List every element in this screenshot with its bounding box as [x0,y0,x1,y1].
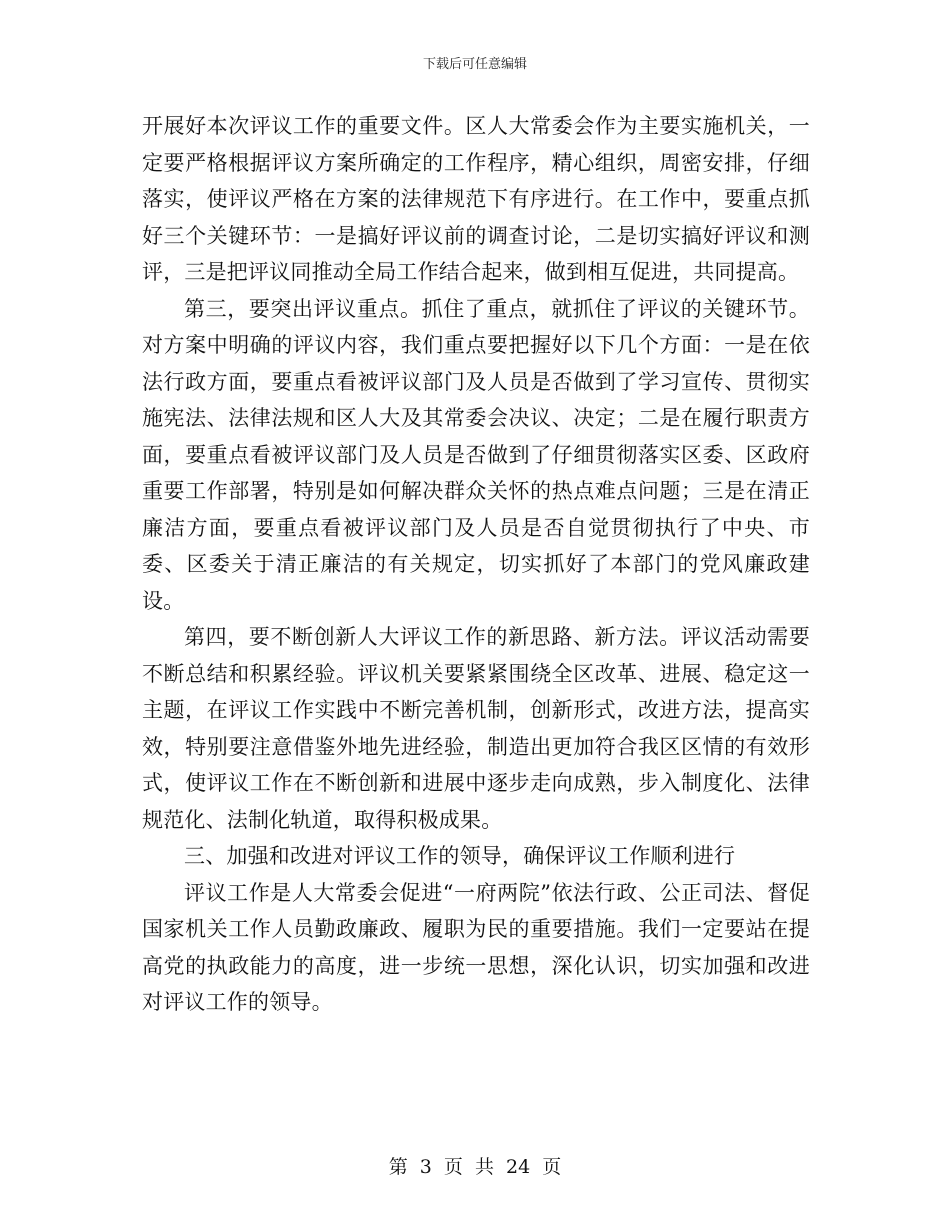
section-heading: 三、加强和改进对评议工作的领导，确保评议工作顺利进行 [184,844,736,868]
paragraph-2: 第三，要突出评议重点。抓住了重点，就抓住了评议的关键环节。对方案中明确的评议内容，我们重点要把握好以下几个方面：一是在依法行政方面，要重点看被评议部门及人员是否做到了学习宣传、贯彻实施宪法、法律法规和区人大及其常委会决议、决定；二是在履行职责方面，要重点看被评议部门及人员是否做到了仔细贯彻落实区委、区政府重要工作部署，特别是如何解决群众关怀的热点难点问题；三是在清正廉洁方面，要重点看被评议部门及人员是否自觉贯彻执行了中央、市委、区委关于清正廉洁的有关规定，切实抓好了本部门的党风廉政建设。 [142,296,810,613]
page-number: 第 3 页 共 24 页 [388,1156,562,1178]
paragraph-4: 评议工作是人大常委会促进“一府两院”依法行政、公正司法、督促国家机关工作人员勤政廉政、履职为民的重要措施。我们一定要站在提高党的执政能力的高度，进一步统一思想，深化认识，切实加强和改进对评议工作的领导。 [142,880,810,1014]
document-body [142,108,810,1021]
page-header: 下载后可任意编辑 [422,57,527,72]
paragraph-3: 第四，要不断创新人大评议工作的新思路、新方法。评议活动需要不断总结和积累经验。评议机关要紧紧围绕全区改革、进展、稳定这一主题，在评议工作实践中不断完善机制，创新形式，改进方法，提高实效，特别要注意借鉴外地先进经验，制造出更加符合我区区情的有效形式，使评议工作在不断创新和进展中逐步走向成熟，步入制度化、法律规范化、法制化轨道，取得积极成果。 [142,625,810,832]
paragraph-1: 开展好本次评议工作的重要文件。区人大常委会作为主要实施机关，一定要严格根据评议方案所确定的工作程序，精心组织，周密安排，仔细落实，使评议严格在方案的法律规范下有序进行。在工作中，要重点抓好三个关键环节：一是搞好评议前的调查讨论，二是切实搞好评议和测评，三是把评议同推动全局工作结合起来，做到相互促进，共同提高。 [142,114,810,284]
